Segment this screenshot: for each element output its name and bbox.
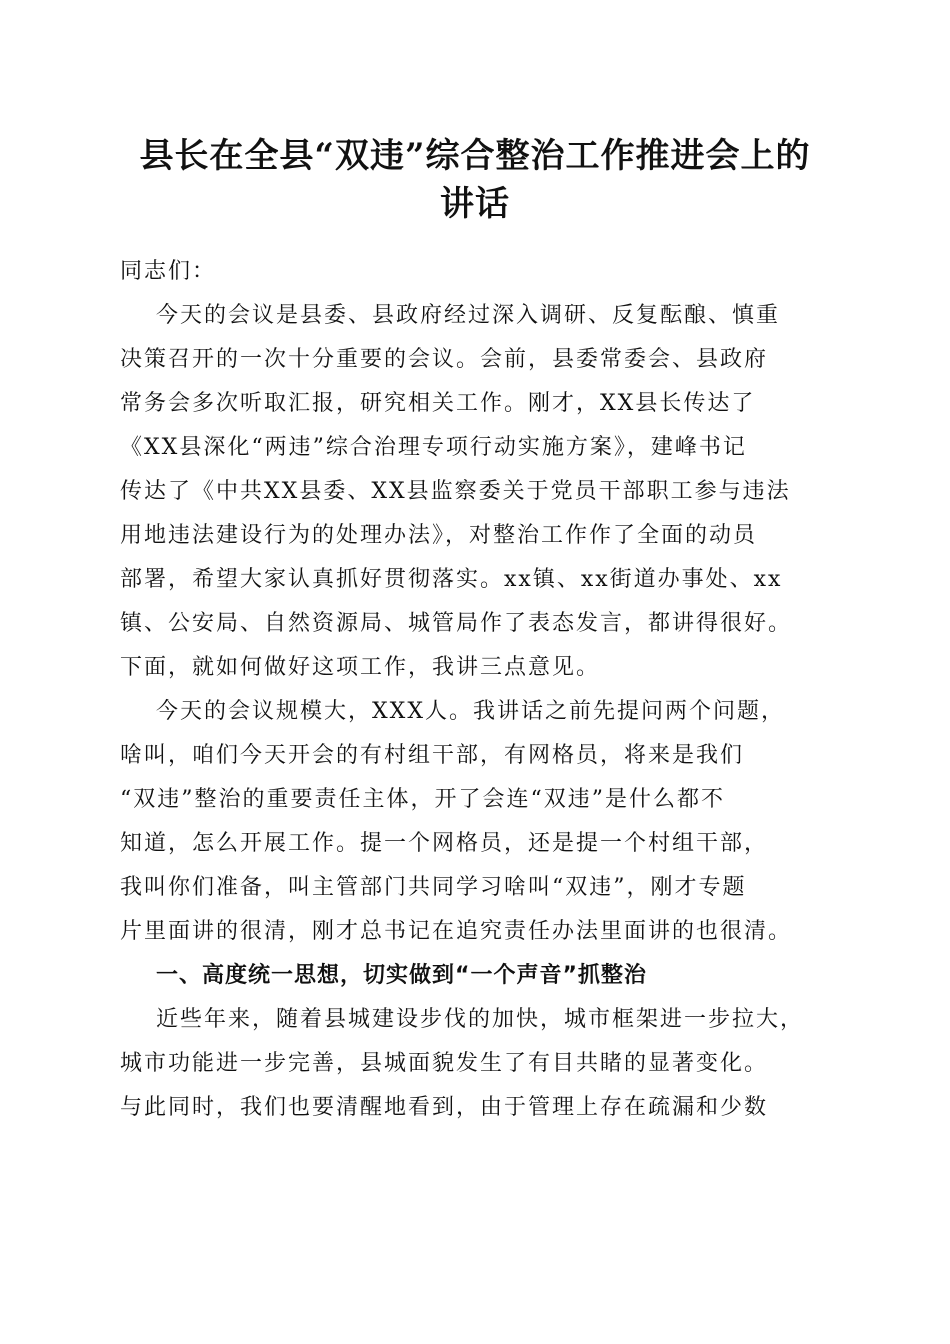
paragraph-3 [120,998,832,1130]
text-line: 《XX县深化“两违”综合治理专项行动实施方案》，建峰书记 [120,435,747,460]
document-body [120,250,832,1130]
text-line: 片里面讲的很清，刚才总书记在追究责任办法里面讲的也很清。 [120,919,793,944]
text-line: 啥叫，咱们今天开会的有村组干部，有网格员，将来是我们 [120,743,745,768]
text-line: 镇、公安局、自然资源局、城管局作了表态发言，都讲得很好。 [120,611,793,636]
text-line: 今天的会议是县委、县政府经过深入调研、反复酝酿、慎重 [156,303,781,328]
text-line: 常务会多次听取汇报，研究相关工作。刚才，XX县长传达了 [120,391,756,416]
text-line: “双违”整治的重要责任主体，开了会连“双违”是什么都不 [120,787,725,812]
title-line: 讲话 [440,184,510,224]
document-title [100,132,850,228]
text-line: 城市功能进一步完善，县城面貌发生了有目共睹的显著变化。 [120,1051,769,1076]
text-line: 我叫你们准备，叫主管部门共同学习啥叫“双违”，刚才专题 [120,875,747,900]
text-line: 近些年来，随着县城建设步伐的加快，城市框架进一步拉大， [156,1007,805,1032]
salutation: 同志们： [120,259,217,284]
text-line: 下面，就如何做好这项工作，我讲三点意见。 [120,655,601,680]
text-line: 知道，怎么开展工作。提一个网格员，还是提一个村组干部， [120,831,769,856]
paragraph-1 [120,294,832,690]
title-line: 县长在全县“双违”综合整治工作推进会上的 [139,136,811,176]
paragraph-2 [120,690,832,954]
text-line: 用地违法建设行为的处理办法》，对整治工作作了全面的动员 [120,523,758,548]
text-line: 与此同时，我们也要清醒地看到，由于管理上存在疏漏和少数 [120,1095,769,1120]
section-heading: 一、高度统一思想，切实做到“一个声音”抓整治 [156,963,647,988]
text-line: 今天的会议规模大，XXX人。我讲话之前先提问两个问题， [156,699,785,724]
text-line: 决策召开的一次十分重要的会议。会前，县委常委会、县政府 [120,347,769,372]
text-line: 部署，希望大家认真抓好贯彻落实。xx镇、xx街道办事处、xx [120,567,783,592]
text-line: 传达了《中共XX县委、XX县监察委关于党员干部职工参与违法 [120,479,791,504]
